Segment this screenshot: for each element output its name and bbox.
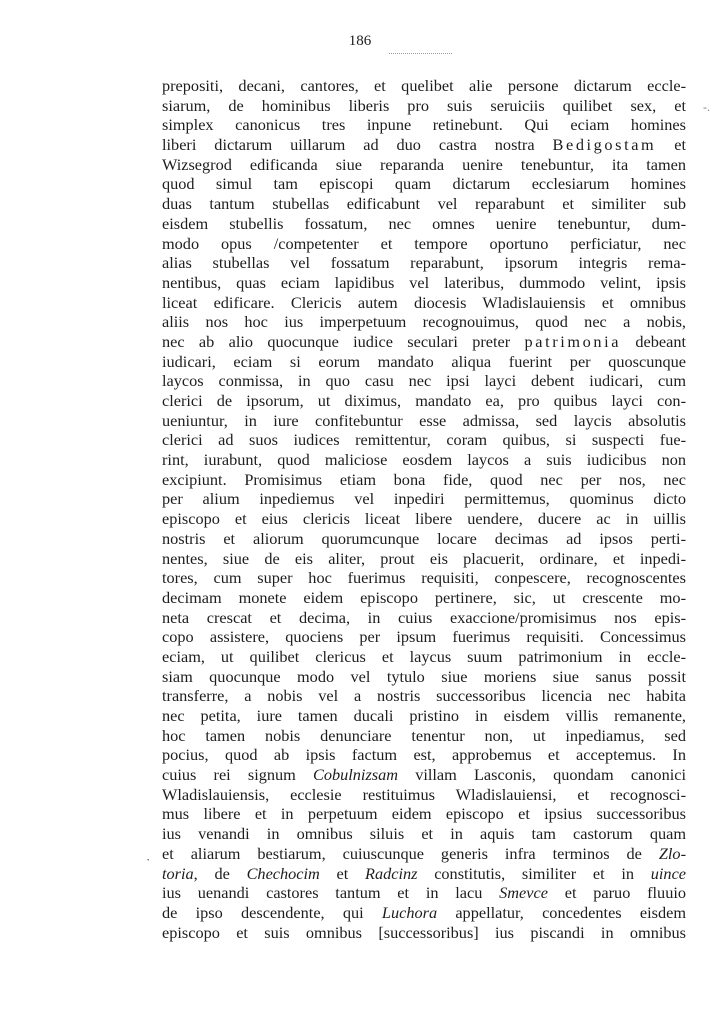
text-segment: appellatur, concedentes eisdem xyxy=(437,902,686,922)
text-line xyxy=(162,352,686,372)
text-segment: siam quocunque modo vel tytulo siue moriens siue sanus possit xyxy=(162,666,686,686)
text-line xyxy=(162,470,686,490)
text-line xyxy=(162,293,686,313)
text-line xyxy=(162,529,686,549)
text-segment: episcopo et suis omnibus [successoribus] ius piscandi in omnibus xyxy=(162,922,686,942)
text-line xyxy=(162,411,686,431)
text-line xyxy=(162,76,686,96)
text-line xyxy=(162,883,686,903)
text-segment: tores, cum super hoc fuerimus requisiti, conpescere, recognoscentes xyxy=(162,568,686,588)
text-line xyxy=(162,706,686,726)
text-segment: Wizsegrod edificanda siue reparanda uenire tenebuntur, ita tamen xyxy=(162,154,686,174)
margin-dot: · xyxy=(146,852,151,867)
text-segment: pocius, quod ab ipsis factum est, approbemus et acceptemus. In xyxy=(162,745,686,765)
text-segment: siarum, de hominibus liberis pro suis seruiciis quilibet sex, et xyxy=(162,95,686,115)
text-line xyxy=(162,115,686,135)
text-line xyxy=(162,568,686,588)
text-segment: modo opus /competenter et tempore oportuno perficiatur, nec xyxy=(162,233,686,253)
text-line xyxy=(162,96,686,116)
text-segment: neta crescat et decima, in cuius exaccione/promisimus nos epis- xyxy=(162,607,686,627)
text-line xyxy=(162,824,686,844)
text-line xyxy=(162,686,686,706)
text-segment: ueniuntur, in iure confitebuntur esse admissa, sed laycis absolutis xyxy=(162,410,686,430)
text-segment: clerici de ipsorum, ut diximus, mandato ea, pro quibus layci con- xyxy=(162,391,686,410)
text-segment: mus libere et in perpetuum eidem episcopo et ipsius successoribus xyxy=(162,804,686,824)
text-line xyxy=(162,726,686,746)
text-line xyxy=(162,135,686,155)
text-segment: nostris et aliorum quorumcunque locare decimas ad ipsos perti- xyxy=(162,528,686,548)
text-line xyxy=(162,608,686,628)
text-segment: hoc tamen nobis denunciare tenentur non, ut inpediamus, sed xyxy=(162,725,686,745)
text-segment: ius venandi in omnibus siluis et in aquis tam castorum quam xyxy=(162,824,686,844)
text-line xyxy=(162,745,686,765)
text-line xyxy=(162,214,686,234)
spaced-word: Bedigostam xyxy=(552,135,657,155)
text-line xyxy=(162,647,686,667)
text-line xyxy=(162,312,686,332)
text-segment: nec petita, iure tamen ducali pristino in eisdem villis remanente, xyxy=(162,706,686,725)
text-line xyxy=(162,785,686,805)
text-line xyxy=(162,903,686,923)
text-segment: alias stubellas vel fossatum reparabunt, ipsorum integris rema- xyxy=(162,253,686,273)
text-line xyxy=(162,765,686,785)
text-segment: prepositi, decani, cantores, et quelibet alie persone dictarum eccle- xyxy=(162,76,686,95)
text-segment: debeant xyxy=(621,331,687,351)
italic-name: Zlo- xyxy=(658,843,686,863)
text-segment: decimam monete eidem episcopo pertinere, sic, ut crescente mo- xyxy=(162,587,686,607)
text-line xyxy=(162,549,686,569)
spaced-word: patrimonia xyxy=(524,331,622,351)
italic-name: Smevce xyxy=(499,883,548,903)
text-line xyxy=(162,391,686,411)
text-segment: laycos conmissa, in quo casu nec ipsi layci debent iudicari, cum xyxy=(162,371,686,391)
text-segment: et xyxy=(656,135,687,155)
text-segment: constitutis, similiter et in xyxy=(417,863,651,883)
text-line xyxy=(162,273,686,293)
text-line xyxy=(162,864,686,884)
text-segment: aliis nos hoc ius imperpetuum recognouimus, quod nec a nobis, xyxy=(162,312,686,332)
text-line xyxy=(162,371,686,391)
text-line xyxy=(162,332,686,352)
text-segment: Wladislauiensis, ecclesie restituimus Wladislauiensi, et recognosci- xyxy=(162,784,686,804)
text-line xyxy=(162,667,686,687)
text-segment: de ipso descendente, qui xyxy=(162,902,382,922)
italic-name: Cobulnizsam xyxy=(312,765,399,785)
text-segment: nec ab alio quocunque iudice seculari preter xyxy=(162,331,525,351)
text-segment: liberi dictarum uillarum ad duo castra nostra xyxy=(162,135,553,155)
text-segment: rint, iurabunt, quod maliciose eosdem laycos a suis iudicibus non xyxy=(162,450,686,470)
text-segment: cuius rei signum xyxy=(162,765,313,785)
text-segment: ius uenandi castores tantum et in lacu xyxy=(162,883,500,903)
text-segment: villam Lasconis, quondam canonici xyxy=(398,765,686,785)
text-line xyxy=(162,923,686,943)
text-segment: transferre, a nobis vel a nostris successoribus licencia nec habita xyxy=(162,686,686,706)
text-line xyxy=(162,450,686,470)
text-segment: et paruo fluuio xyxy=(547,883,687,903)
text-segment: copo assistere, quociens per ipsum fuerimus requisiti. Concessimus xyxy=(162,627,686,647)
text-line xyxy=(162,174,686,194)
page-number: 186 xyxy=(348,33,372,49)
text-segment: et aliarum bestiarum, cuiuscunque generis infra terminos de xyxy=(162,843,659,863)
text-segment: eisdem stubellis fossatum, nec omnes uenire tenebuntur, dum- xyxy=(162,213,686,233)
text-segment: duas tantum stubellas edificabunt vel reparabunt et similiter sub xyxy=(162,194,686,214)
text-line xyxy=(162,430,686,450)
text-segment: excipiunt. Promisimus etiam bona fide, quod nec per nos, nec xyxy=(162,469,686,489)
text-segment: , de xyxy=(193,863,247,883)
italic-name: Radcinz xyxy=(365,863,418,883)
text-segment: nentibus, quas eciam lapidibus vel lateribus, dummodo velint, ipsis xyxy=(162,272,686,292)
text-segment: eciam, ut quilibet clericus et laycus suum patrimonium in eccle- xyxy=(162,646,686,666)
text-line xyxy=(162,155,686,175)
italic-name: uince xyxy=(650,863,687,883)
text-line xyxy=(162,489,686,509)
body-text xyxy=(162,76,686,942)
text-line xyxy=(162,804,686,824)
text-segment: episcopo et eius clericis liceat libere uendere, ducere ac in uillis xyxy=(162,509,686,529)
text-line xyxy=(162,588,686,608)
margin-mark: -. xyxy=(703,100,710,114)
text-segment: et xyxy=(319,863,366,883)
text-line xyxy=(162,844,686,864)
text-segment: nentes, siue de eis aliter, prout eis placuerit, ordinare, et inpedi- xyxy=(162,548,686,568)
text-segment: liceat edificare. Clericis autem diocesis Wladislauiensis et omnibus xyxy=(162,292,686,312)
text-segment: iudicari, eciam si eorum mandato aliqua fuerint per quoscunque xyxy=(162,351,686,371)
text-line xyxy=(162,509,686,529)
italic-name: toria xyxy=(162,863,194,883)
text-segment: per alium inpediemus vel inpediri permittemus, quominus dicto xyxy=(162,489,686,509)
text-line xyxy=(162,194,686,214)
text-line xyxy=(162,253,686,273)
header-rule xyxy=(389,53,452,54)
text-segment: quod simul tam episcopi quam dictarum ecclesiarum homines xyxy=(162,174,686,194)
text-segment: simplex canonicus tres inpune retinebunt. Qui eciam homines xyxy=(162,115,686,135)
text-segment: clerici ad suos iudices remittentur, coram quibus, si suspecti fue- xyxy=(162,430,686,450)
text-line xyxy=(162,627,686,647)
italic-name: Luchora xyxy=(381,902,438,922)
italic-name: Chechocim xyxy=(246,863,320,883)
text-line xyxy=(162,234,686,254)
